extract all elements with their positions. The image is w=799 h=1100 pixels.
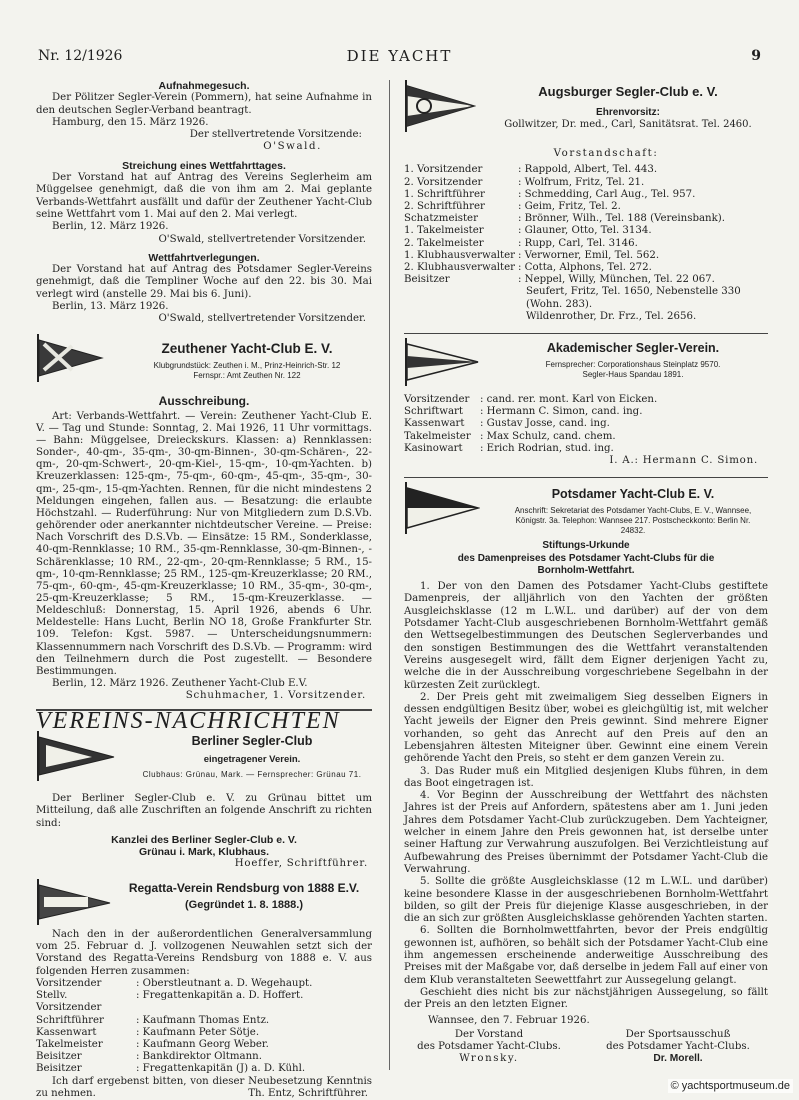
table-row: Schatzmeister : Brönner, Wilh., Tel. 188 (Vereinsbank).	[404, 213, 725, 225]
zeuthen-date: Berlin, 12. März 1926. Zeuthener Yacht-Club E.V.	[52, 678, 308, 690]
stiftung-para-5: 5. Sollte die größte Ausgleichsklasse (12 m L.W.L. und darüber) keine besondere Klasse in der ausgeschriebenen Bornholm-Wettfahrt bilden, so gilt der Preis für diejenige Klasse ausgeschrieben, in der die an sich zur größten Ausgleichsklasse gehörenden Yachten starten.	[404, 876, 768, 925]
kanzlei-line2: Grünau i. Mark, Klubhaus.	[138, 846, 270, 859]
table-row: Kasinowart : Erich Rodrian, stud. ing.	[404, 442, 614, 454]
akademischer-board	[404, 394, 768, 455]
augsburg-ehren: Gollwitzer, Dr. med., Carl, Sanitätsrat. Tel. 2460.	[504, 119, 752, 130]
berliner-address: Clubhaus: Grünau, Mark. — Fernsprecher: Grünau 71.	[142, 769, 362, 779]
stiftung-para-7: Geschieht dies nicht bis zur nächstjährigen Aussegelung, so fällt der Preis an den letzten Eigner.	[404, 986, 768, 1011]
table-row: 1. Schriftführer : Schmedding, Carl Aug., Tel. 957.	[404, 188, 696, 200]
akademischer-title: Akademischer Segler-Verein.	[546, 340, 720, 355]
table-row: 2. Schriftführer : Geim, Fritz, Tel. 2.	[404, 200, 621, 212]
table-row: 1. Klubhausverwalter : Verworner, Emil, Tel. 562.	[404, 249, 660, 261]
table-row: Takelmeister : Kaufmann Georg Weber.	[36, 1038, 269, 1050]
table-row: Beisitzer : Bankdirektor Oltmann.	[36, 1051, 262, 1063]
right-column	[404, 80, 768, 1069]
augsburg-ehren-title: Ehrenvorsitz:	[596, 107, 660, 118]
table-row: Stellv. Vorsitzender : Fregattenkapitän a. D. Hoffert.	[36, 990, 304, 1014]
column-divider	[389, 80, 390, 1070]
signature-sportsausschuss: Der Sportsausschuß des Potsdamer Yacht-Clubs. Dr. Morell.	[606, 1028, 750, 1065]
issue-number: Nr. 12/1926	[38, 48, 123, 64]
potsdam-address: Anschrift: Sekretariat des Potsdamer Yacht-Clubs, E. V., Wannsee, Königstr. 3a. Telephon: Wannsee 217. Postscheckkonto: Berlin Nr. 24832.	[514, 506, 752, 536]
vereins-nachrichten-heading: VEREINS-NACHRICHTEN	[36, 707, 341, 734]
streichung-sig: O'Swald, stellvertretender Vorsitzender.	[158, 233, 366, 245]
table-row: Beisitzer : Fregattenkapitän (J) a. D. Kühl.	[36, 1063, 306, 1075]
zeuthen-phone: Fernspr.: Amt Zeuthen Nr. 122	[193, 370, 301, 380]
akademischer-address: Segler-Haus Spandau 1891.	[582, 369, 684, 379]
magazine-title: DIE YACHT	[346, 47, 453, 65]
table-row: Beisitzer : Neppel, Willy, München, Tel. 22 067.	[404, 274, 715, 286]
potsdam-title: Potsdamer Yacht-Club E. V.	[551, 487, 715, 502]
stiftung-para-1: 1. Der von den Damen des Potsdamer Yacht-Clubs gestiftete Damenpreis, der alljährlich von den Yachten der größten Ausgleichsklasse (12 m L.W.L. und darüber) auf der von dem Potsdamer Yacht-Club ausgeschriebenen Bornholm-Wettfahrt gemäß den Wettsegelbestimmungen des Deutschen Seglerverbandes und den sonstigen Bestimmungen des die Wettfahrt veranstaltenden Vereins ausgesegelt wird, fällt dem Eigner derjenigen Yacht zu, welche die in der Ausschreibung vorgeschriebene Segelbahn in der kürzesten Zeit zurücklegt.	[404, 581, 768, 691]
aufnahme-date: Hamburg, den 15. März 1926.	[52, 116, 209, 128]
potsdam-burgee-icon	[404, 482, 480, 534]
aufnahme-sig1: Der stellvertretende Vorsitzende:	[189, 129, 362, 141]
table-row: Vorsitzender : cand. rer. mont. Karl von Eicken.	[404, 393, 658, 405]
stiftung-date: Wannsee, den 7. Februar 1926.	[428, 1014, 590, 1026]
stiftung-para-4: 4. Vor Beginn der Ausschreibung der Wettfahrt des nächsten Jahres ist der Preis auf Anfordern, spätestens aber am 1. Juni jeden Jahres dem Potsdamer Yacht-Club zurückzugeben. Dem Yachteigner, welcher in einem Jahre den Preis gewonnen hat, ist derselbe unter seiner Haftung zur Verwahrung auszufolgen. Bei Verzichtleistung auf Aufbewahrung des Preises übernimmt der Potsdamer Yacht-Club die Verwahrung.	[404, 790, 768, 875]
table-row: 2. Vorsitzender : Wolfrum, Fritz, Tel. 21.	[404, 176, 645, 188]
table-row: 1. Takelmeister : Glauner, Otto, Tel. 3134.	[404, 225, 652, 237]
augsburg-burgee-icon	[404, 80, 476, 132]
table-row: Schriftwart : Hermann C. Simon, cand. ing.	[404, 406, 643, 418]
stiftung-title: Stiftungs-Urkunde	[542, 540, 630, 552]
rendsburg-board	[36, 978, 372, 1076]
page-number: 9	[751, 48, 761, 64]
rendsburg-header	[36, 879, 372, 929]
kanzlei-line1: Kanzlei des Berliner Segler-Club e. V.	[111, 833, 297, 846]
table-row: Seufert, Fritz, Tel. 1650, Nebenstelle 330 (Wohn. 283).	[526, 286, 741, 310]
berliner-subtitle: eingetragener Verein.	[203, 753, 301, 765]
berliner-title: Berliner Segler-Club	[191, 733, 313, 748]
akademischer-burgee-icon	[404, 338, 480, 386]
table-row: 2. Takelmeister : Rupp, Carl, Tel. 3146.	[404, 237, 638, 249]
table-row: Kassenwart : Gustav Josse, cand. ing.	[404, 418, 610, 430]
stiftung-signatures	[404, 1029, 768, 1069]
rendsburg-burgee-icon	[36, 879, 112, 925]
aufnahme-sig2: O'Swald.	[263, 141, 322, 153]
verlegung-date: Berlin, 13. März 1926.	[52, 301, 169, 313]
zeuthen-burgee-icon	[36, 334, 106, 382]
stiftung-subtitle2: Bornholm-Wettfahrt.	[537, 564, 635, 576]
ausschreibung-body: Art: Verbands-Wettfahrt. — Verein: Zeuthener Yacht-Club E. V. — Tag und Stunde: Sonntag, 2. Mai 1926, 11 Uhr vormittags. — Bahn: Müggelsee, Dreieckskurs. Klassen: a) Rennklassen: Sonder-, 40-qm-, 35-qm-, 30-qm-Binnen-, 30-qm-Schären-, 22-qm-, 20-qm-Schwert-, 20-qm-Kiel-, 15-qm-, 10-qm-Yachten. b) Kreuzerklassen: 125-qm-, 75-qm-, 60-qm-, 45-qm-, 35-qm-, 30-qm-, 25-qm-, 15-qm-Yachten. Rennen, für die nicht mindestens 2 Meldungen eingehen, fallen aus. — Besatzung: die erlaubte Höchstzahl. — Ruderführung: Nur von Mitgliedern zum D.S.Vb. gehörender oder anerkannter nichtdeutscher Vereine. — Preise: Nach Vorschrift des D.S.Vb. — Einsätze: 15 RM., Sonderklasse, 40-qm-Rennklasse; 10 RM., 35-qm-Rennklasse, 30-qm-Binnen-, -Schärenklasse; 10 RM., 22-qm-, 20-qm-Rennklasse; 5 RM., 15-qm-, 10-qm-Rennklasse; 25 RM., 125-qm-Kreuzerklasse; 20 RM., 75-qm-, 60-qm-, 45-qm-Kreuzerklasse; 10 RM., 35-qm-, 30-qm-, 25-qm-Kreuzerklasse; 5 RM., 15-qm-Kreuzerklasse. — Meldeschluß: Donnerstag, 15. April 1926, abends 6 Uhr. Meldestelle: Hans Lucht, Berlin NO 18, Große Frankfurter Str. 109. Telefon: Kgst. 5987. — Unterscheidungsnummern: Klassennummern nach Vorschrift des D.S.Vb. — Programm: wird den Teilnehmern durch die Post zugestellt. — Besondere Bestimmungen.	[36, 410, 372, 677]
berliner-header	[36, 731, 372, 787]
augsburg-board	[404, 164, 768, 323]
stiftung-para-2: 2. Der Preis geht mit zweimaligem Sieg desselben Eigners in dessen endgültigen Besitz über, wobei es gleichgültig ist, mit welcher Yacht jeweils der Eigner den Preis gewinnt. Sind mehrere Eigner vorhanden, so geht das Anrecht auf den Preis auf den an Lebensjahren ältesten Miteigner über. Gewinnt eine einem Verein gehörende Yacht den Preis, so steht er dem ganzen Verein zu.	[404, 691, 768, 765]
table-row: Kassenwart : Kaufmann Peter Sötje.	[36, 1026, 260, 1038]
augsburg-header	[404, 80, 768, 140]
ausschreibung-title: Ausschreibung.	[158, 393, 250, 408]
berliner-body: Der Berliner Segler-Club e. V. zu Grünau bittet um Mitteilung, daß alle Zuschriften an folgende Anschrift zu richten sind:	[36, 792, 372, 829]
berliner-sig: Hoeffer, Schriftführer.	[234, 858, 368, 870]
aufnahme-body: Der Pölitzer Segler-Verein (Pommern), hat seine Aufnahme in den deutschen Segler-Verband beantragt.	[36, 92, 372, 116]
akademischer-sig: I. A.: Hermann C. Simon.	[609, 454, 758, 466]
table-row: Schriftführer : Kaufmann Thomas Entz.	[36, 1014, 270, 1026]
augsburg-title: Augsburger Segler-Club e. V.	[538, 84, 718, 99]
table-row: 2. Klubhausverwalter : Cotta, Alphons, Tel. 272.	[404, 261, 652, 273]
zeuthen-address: Klubgrundstück: Zeuthen i. M., Prinz-Heinrich-Str. 12	[153, 360, 341, 370]
stiftung-para-6: 6. Sollten die Bornholmwettfahrten, bevor der Preis endgültig gewonnen ist, aufhören, so behält sich der Potsdamer Yacht-Club eine ihm angemessen erscheinende anderweitige Ausschreibung des Preises mit der Maßgabe vor, daß derselbe in jedem Fall auf einer von dem Klub veranstalteten Seewettfahrt zur Aussegelung gelangt.	[404, 925, 768, 986]
watermark: © yachtsportmuseum.de	[668, 1079, 793, 1093]
table-row: Takelmeister : Max Schulz, cand. chem.	[404, 430, 616, 442]
table-row: 1. Vorsitzender : Rappold, Albert, Tel. 443.	[404, 164, 658, 176]
verlegung-title: Wettfahrtverlegungen.	[148, 251, 260, 264]
stiftung-para-3: 3. Das Ruder muß ein Mitglied desjenigen Klubs führen, in dem das Boot eingetragen ist.	[404, 765, 768, 789]
verlegung-body: Der Vorstand hat auf Antrag des Potsdamer Segler-Vereins genehmigt, daß die Templiner Woche auf den 22. bis 30. Mai verlegt wird (anstelle 29. Mai bis 6. Juni).	[36, 264, 372, 300]
potsdam-header	[404, 482, 768, 536]
zeuthen-sig: Schuhmacher, 1. Vorsitzender.	[185, 690, 366, 702]
streichung-title: Streichung eines Wettfahrttages.	[122, 159, 286, 172]
section-rule	[404, 333, 768, 334]
streichung-date: Berlin, 12. März 1926.	[52, 221, 169, 233]
rendsburg-subtitle: (Gegründet 1. 8. 1888.)	[185, 898, 303, 911]
table-row: Vorsitzender : Oberstleutnant a. D. Wegehaupt.	[36, 977, 313, 989]
page-header	[38, 47, 761, 70]
rendsburg-closing: Ich darf ergebenst bitten, von dieser Neubesetzung Kenntnis zu nehmen.	[36, 1075, 372, 1099]
rendsburg-sig: Th. Entz, Schriftführer.	[248, 1088, 368, 1100]
berliner-burgee-icon	[36, 731, 116, 781]
streichung-body: Der Vorstand hat auf Antrag des Vereins Seglerheim am Müggelsee genehmigt, daß die von ihm am 2. Mai geplante Verbands-Wettfahrt ausfällt und dafür der Zeuthener Yacht-Club seine Wettfahrt vom 1. Mai auf den 2. Mai verlegt.	[36, 172, 372, 220]
rendsburg-body: Nach den in der außerordentlichen Generalversammlung vom 25. Februar d. J. vollzogenen Neuwahlen setzt sich der Vorstand des Regatta-Vereins Rendsburg von 1888 e. V. aus folgenden Herren zusammen:	[36, 928, 372, 977]
akademischer-phone: Fernsprecher: Corporationshaus Steinplatz 9570.	[545, 359, 721, 369]
section-rule	[404, 477, 768, 478]
augsburg-vorstand-title: Vorstandschaft:	[553, 148, 659, 159]
signature-vorstand: Der Vorstand des Potsdamer Yacht-Clubs. Wronsky.	[417, 1028, 561, 1065]
zeuthen-header	[36, 334, 372, 392]
rendsburg-title: Regatta-Verein Rendsburg von 1888 E.V.	[128, 880, 360, 895]
zeuthen-title: Zeuthener Yacht-Club E. V.	[161, 340, 333, 356]
verlegung-sig: O'Swald, stellvertretender Vorsitzender.	[158, 313, 366, 325]
akademischer-header	[404, 338, 768, 388]
stiftung-subtitle1: des Damenpreises des Potsdamer Yacht-Clubs für die	[457, 552, 715, 564]
aufnahme-title: Aufnahmegesuch.	[158, 80, 250, 92]
left-column	[36, 80, 372, 1100]
table-row: Wildenrother, Dr. Frz., Tel. 2656.	[526, 310, 697, 322]
